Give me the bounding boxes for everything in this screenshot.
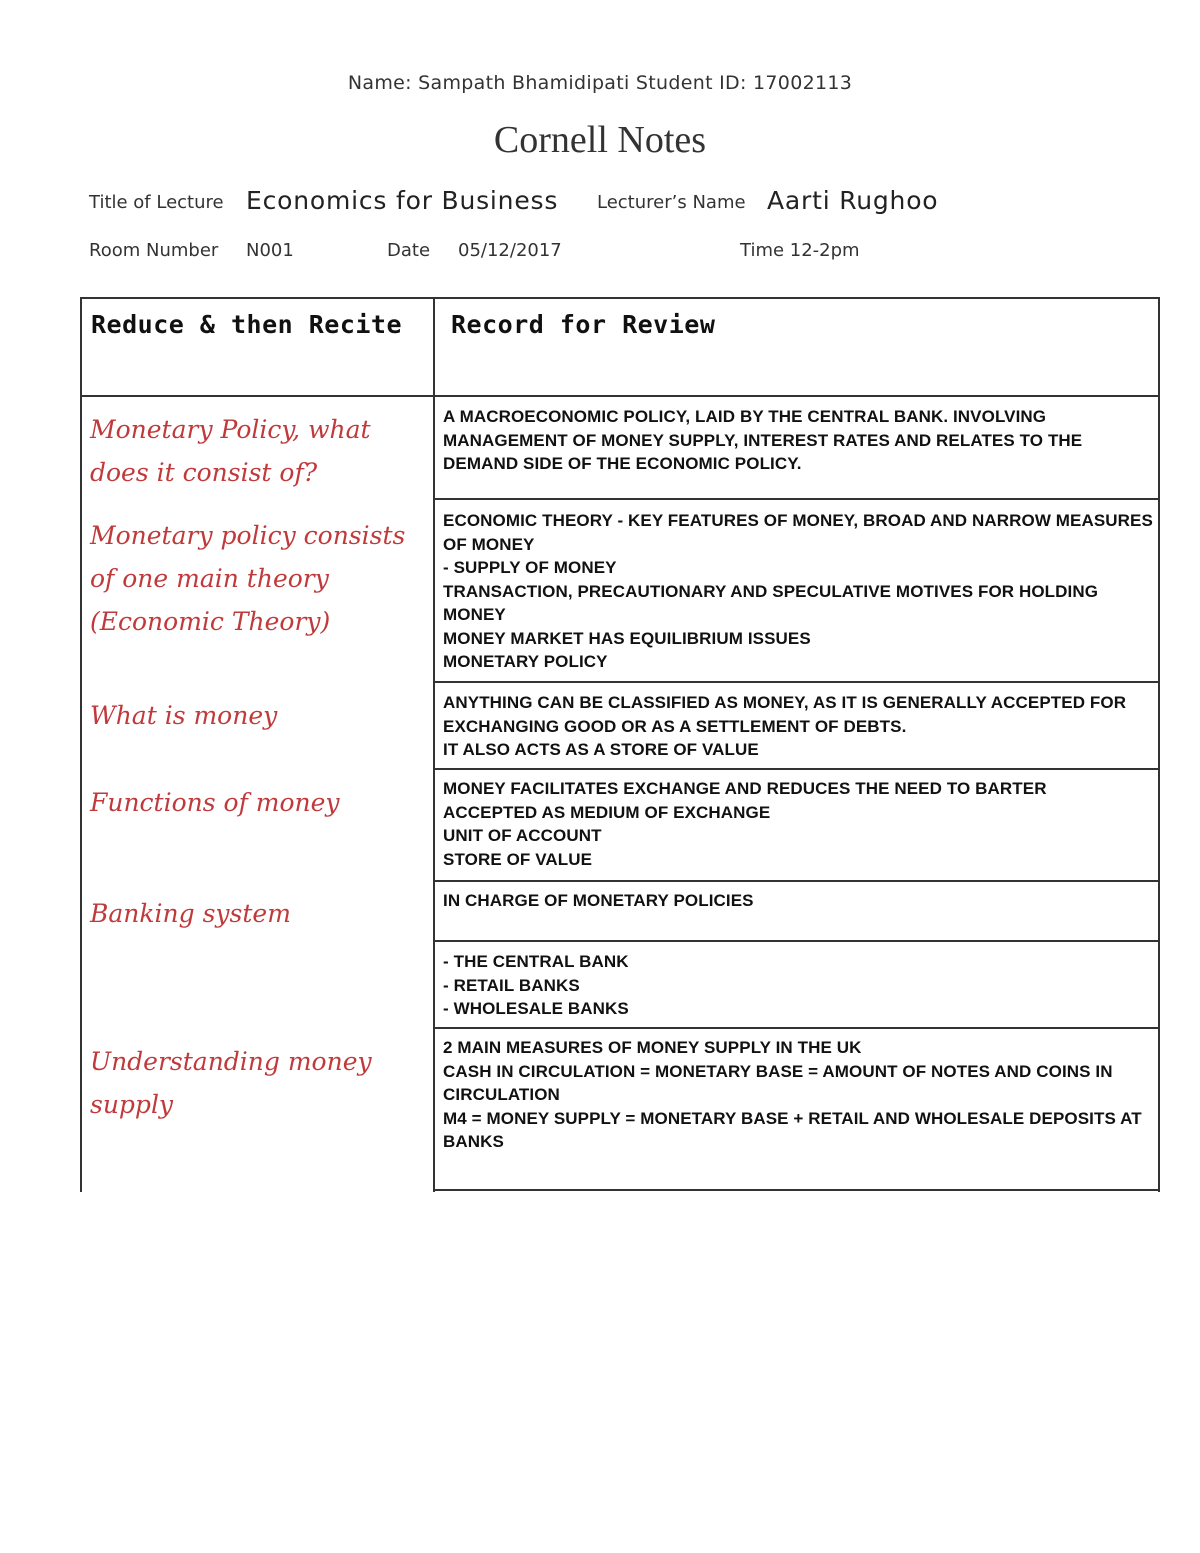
table-bottom-border bbox=[433, 1189, 1160, 1191]
note-banking-system: IN CHARGE OF MONETARY POLICIES bbox=[443, 891, 754, 910]
time-text: Time 12-2pm bbox=[740, 240, 860, 261]
date-value: 05/12/2017 bbox=[458, 240, 562, 261]
cue-monetary-policy: Monetary Policy, what does it consist of? bbox=[90, 415, 371, 487]
note-divider bbox=[433, 880, 1160, 882]
room-number-label: Room Number bbox=[89, 240, 219, 261]
date-label: Date bbox=[387, 240, 431, 261]
note-monetary-policy: A MACROECONOMIC POLICY, LAID BY THE CENTRAL BANK. INVOLVING MANAGEMENT OF MONEY SUPPLY, INTEREST RATES AND RELATES TO THE DEMAND SIDE OF THE ECONOMIC POLICY. bbox=[443, 407, 1083, 473]
title-of-lecture-label: Title of Lecture bbox=[89, 192, 224, 213]
cue-monetary-theory: Monetary policy consists of one main theory (Economic Theory) bbox=[90, 521, 406, 636]
table-top-border bbox=[80, 297, 1160, 299]
note-types-of-banks: - THE CENTRAL BANK - RETAIL BANKS - WHOLESALE BANKS bbox=[443, 952, 629, 1018]
note-divider bbox=[433, 681, 1160, 683]
header-row-divider bbox=[80, 395, 1160, 397]
table-left-border bbox=[80, 297, 82, 1192]
title-of-lecture-value: Economics for Business bbox=[246, 186, 559, 215]
table-right-border bbox=[1158, 297, 1160, 1192]
lecturer-name-label: Lecturer’s Name bbox=[597, 192, 746, 213]
record-review-header: Record for Review bbox=[451, 310, 716, 339]
cue-money-supply: Understanding money supply bbox=[90, 1047, 372, 1119]
reduce-recite-header: Reduce & then Recite bbox=[91, 310, 403, 339]
note-divider bbox=[433, 1027, 1160, 1029]
document-title: Cornell Notes bbox=[493, 119, 707, 161]
note-functions-of-money: MONEY FACILITATES EXCHANGE AND REDUCES THE NEED TO BARTER ACCEPTED AS MEDIUM OF EXCHANGE UNIT OF ACCOUNT STORE OF VALUE bbox=[443, 779, 1047, 869]
column-divider bbox=[433, 297, 435, 1192]
room-number-value: N001 bbox=[246, 240, 294, 261]
note-divider bbox=[433, 498, 1160, 500]
note-divider bbox=[433, 768, 1160, 770]
note-what-is-money: ANYTHING CAN BE CLASSIFIED AS MONEY, AS IT IS GENERALLY ACCEPTED FOR EXCHANGING GOOD OR AS A SETTLEMENT OF DEBTS. IT ALSO ACTS AS A STORE OF VALUE bbox=[443, 693, 1127, 759]
cue-banking-system: Banking system bbox=[90, 899, 291, 928]
note-money-supply: 2 MAIN MEASURES OF MONEY SUPPLY IN THE UK CASH IN CIRCULATION = MONETARY BASE = AMOUNT OF NOTES AND COINS IN CIRCULATION M4 = MONEY SUPPLY = MONETARY BASE + RETAIL AND WHOLESALE DEPOSITS AT BANKS bbox=[443, 1038, 1142, 1151]
lecturer-name-value: Aarti Rughoo bbox=[767, 186, 939, 215]
note-economic-theory: ECONOMIC THEORY - KEY FEATURES OF MONEY, BROAD AND NARROW MEASURES OF MONEY - SUPPLY OF MONEY TRANSACTION, PRECAUTIONARY AND SPECULATIVE MOTIVES FOR HOLDING MONEY MONEY MARKET HAS EQUILIBRIUM ISSUES MONETARY POLICY bbox=[443, 511, 1153, 671]
cue-what-is-money: What is money bbox=[90, 701, 278, 730]
student-name-line: Name: Sampath Bhamidipati Student ID: 17002113 bbox=[347, 72, 853, 94]
note-divider bbox=[433, 940, 1160, 942]
cue-functions-of-money: Functions of money bbox=[90, 788, 340, 817]
